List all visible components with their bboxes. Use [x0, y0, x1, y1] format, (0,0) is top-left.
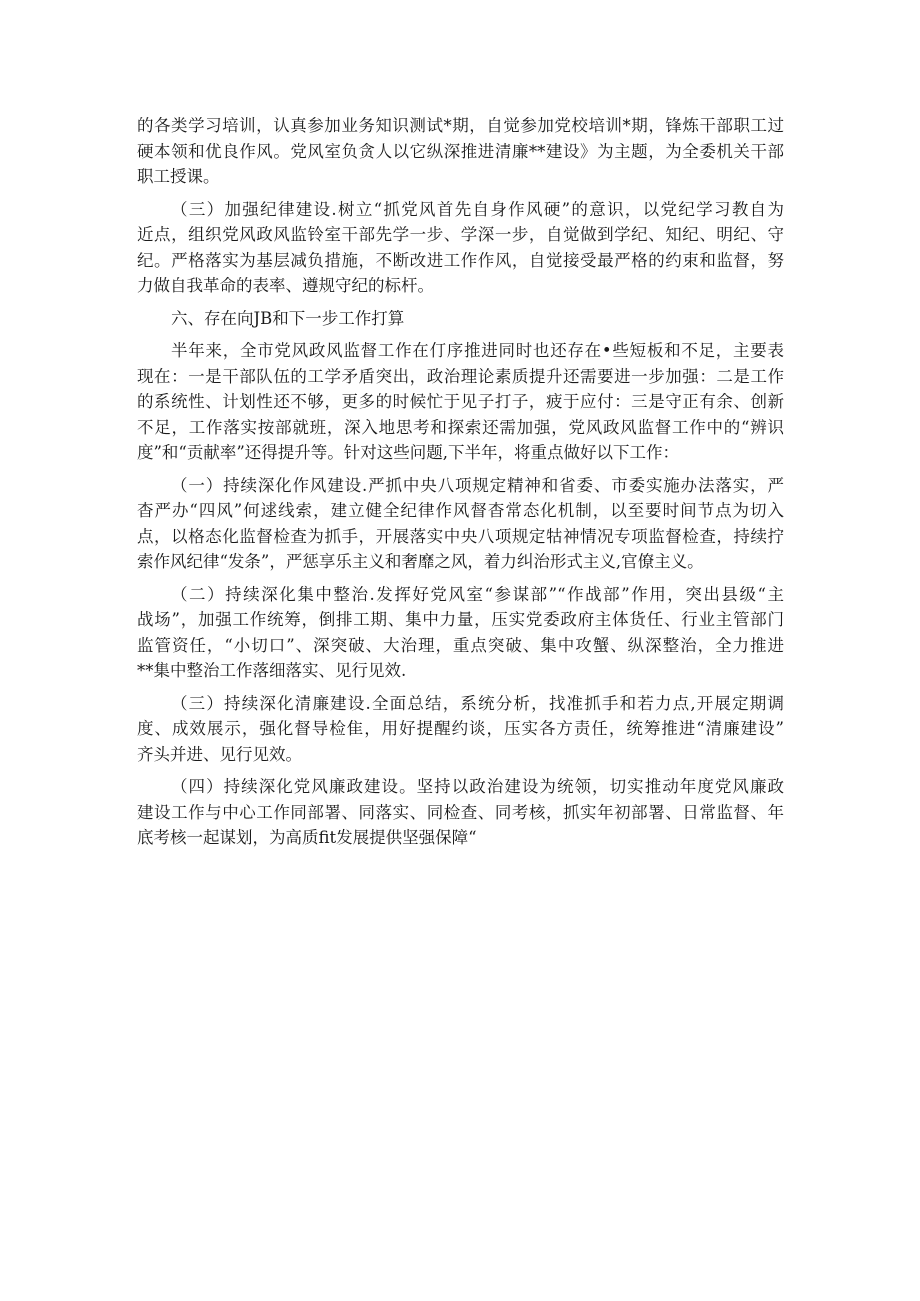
- text-line: 力做自我革命的表率、遵规守纪的标杆。: [137, 276, 434, 295]
- text-line: 六、存在向JB和下一步工作打算: [171, 308, 405, 328]
- text-line: 硬本领和优良作风。党风室负贪人以它纵深推进清廉**建设》为主题，为全委机关干部: [137, 141, 784, 161]
- section-heading: [137, 306, 784, 332]
- paragraph: [137, 582, 784, 684]
- text-line: 战场”，加强工作统筹，倒排工期、集中力量，压实党委政府主体货任、行业主管部门: [137, 610, 784, 629]
- paragraph: [137, 774, 784, 851]
- paragraph: [137, 338, 784, 466]
- text-line: 度、成效展示，强化督导检隹，用好提醒约谈，压实各方责任，统筹推进“清廉建设”: [137, 719, 784, 738]
- paragraph: [137, 473, 784, 575]
- paragraph: [137, 197, 784, 299]
- text-line: （三）持续深化清廉建设.全面总结，系统分析，找准抓手和若力点,开展定期调: [171, 693, 784, 713]
- text-line: （二）持续深化集中整治.发挥好党风室“参谋部”“作战部”作用，突出县级“主: [171, 584, 784, 604]
- text-line: 纪。严格落实为基层减负措施，不断改进工作作风，自觉接受最严格的约束和监督，努: [137, 250, 784, 270]
- text-line: 的系统性、计划性还不够，更多的时候忙于见子打子，疲于应付：三是守正有余、创新: [137, 392, 784, 411]
- text-line: （三）加强纪律建设.树立“抓党风首先自身作风硬”的意识，以党纪学习教自为: [171, 199, 784, 219]
- text-line: 职工授课。: [137, 167, 220, 186]
- paragraph: [137, 691, 784, 768]
- text-line: 杳严办“四风”何逑线索，建立健全纪律作风督杳常态化机制，以至要时间节点为切入: [137, 501, 784, 520]
- text-line: 度”和“贡献率”还得提升等。针对这些问题,下半年，将重点做好以下工作：: [137, 443, 680, 462]
- text-line: **集中整治工作落细落实、见行见效.: [137, 661, 407, 680]
- text-line: 索作风纪律“发条”，严惩享乐主义和奢靡之风，着力纠治形式主义,官僚主义。: [137, 552, 704, 571]
- text-line: 半年来，全市党风政风监督工作在仃序推进同时也还存在•些短板和不足，主要表: [171, 341, 784, 360]
- text-line: （一）持续深化作风建设.严抓中央八项规定精神和省委、市委实施办法落实，严: [171, 475, 784, 495]
- text-line: 不足，工作落实按部就班，深入地思考和探索还需加强，党风政风监督工作中的“辨识: [137, 417, 784, 437]
- text-line: 建设工作与中心工作同部署、同落实、同检查、同考核，抓实年初部署、日常监督、年: [137, 802, 784, 822]
- text-line: 点，以格态化监督检查为抓手，开展落实中央八项规定牯神情况专项监督检查，持续拧: [137, 526, 784, 546]
- text-line: 现在：一是干部队伍的工学矛盾突出，政治理论素质提升还需要进一步加强：二是工作: [137, 366, 784, 386]
- text-line: 底考核一起谋划，为高质fit发展提供坚强保障“: [137, 828, 477, 847]
- text-line: 的各类学习培训，认真参加业务知识测试*期，自觉参加党校培训*期，锋炼干部职工过: [137, 116, 784, 135]
- text-line: 近点，组织党风政风监铃室干部先学一步、学深一步，自觉做到学纪、知纪、明纪、守: [137, 225, 784, 244]
- text-line: 监管资任，“小切口”、深突破、大治理，重点突破、集中攻蟹、纵深整治，全力推进: [137, 635, 784, 655]
- text-line: （四）持续深化党风廉政建设。坚持以政治建设为统领，切实推动年度党风廉政: [171, 777, 784, 796]
- text-line: 齐头并进、见行见效。: [137, 744, 302, 764]
- document-page: [137, 113, 784, 858]
- paragraph: [137, 113, 784, 190]
